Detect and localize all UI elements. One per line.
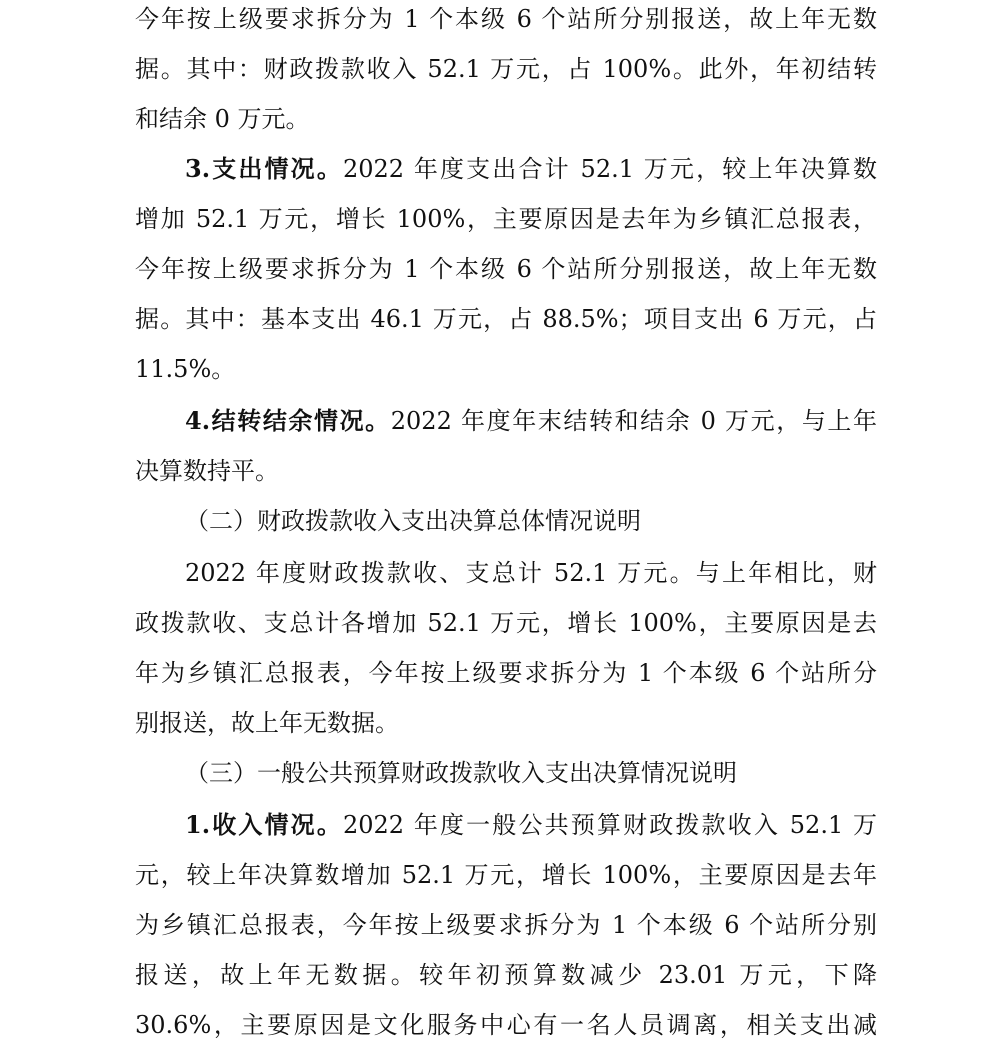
section-heading: （三）一般公共预算财政拨款收入支出决算情况说明 [185, 759, 737, 787]
paragraph-line: 今年按上级要求拆分为 1 个本级 6 个站所分别报送，故上年无数 [135, 255, 877, 283]
paragraph-line: 增加 52.1 万元，增长 100%，主要原因是去年为乡镇汇总报表， [135, 205, 877, 233]
paragraph-line: 和结余 0 万元。 [135, 105, 310, 133]
paragraph-line: 政拨款收、支总计各增加 52.1 万元，增长 100%，主要原因是去 [135, 609, 877, 637]
paragraph-line: 年为乡镇汇总报表，今年按上级要求拆分为 1 个本级 6 个站所分 [135, 659, 877, 687]
paragraph-line: 报送，故上年无数据。较年初预算数减少 23.01 万元，下降 [135, 961, 877, 989]
paragraph-first-line [185, 396, 877, 446]
paragraph-line: 据。其中：财政拨款收入 52.1 万元，占 100%。此外，年初结转 [135, 55, 877, 83]
paragraph-line: 11.5%。 [135, 355, 236, 383]
paragraph-first-line [185, 800, 877, 850]
paragraph-line: 今年按上级要求拆分为 1 个本级 6 个站所分别报送，故上年无数 [135, 5, 877, 33]
paragraph-text: 2022 年度支出合计 52.1 万元，较上年决算数 [342, 155, 877, 183]
paragraph-first-line: 2022 年度财政拨款收、支总计 52.1 万元。与上年相比，财 [185, 559, 877, 587]
paragraph-line: 元，较上年决算数增加 52.1 万元，增长 100%，主要原因是去年 [135, 861, 877, 889]
paragraph-line: 为乡镇汇总报表，今年按上级要求拆分为 1 个本级 6 个站所分别 [135, 911, 877, 939]
paragraph-line: 据。其中：基本支出 46.1 万元，占 88.5%；项目支出 6 万元，占 [135, 305, 877, 333]
paragraph-line: 30.6%，主要原因是文化服务中心有一名人员调离，相关支出减 [135, 1011, 877, 1039]
paragraph-line: 决算数持平。 [135, 457, 279, 485]
section-lead: 1.收入情况。 [185, 810, 343, 839]
paragraph-line: 别报送，故上年无数据。 [135, 709, 399, 737]
paragraph-first-line [185, 144, 877, 194]
section-heading: （二）财政拨款收入支出决算总体情况说明 [185, 507, 641, 535]
paragraph-text: 2022 年度年末结转和结余 0 万元，与上年 [390, 407, 877, 435]
section-lead: 4.结转结余情况。 [185, 406, 391, 435]
paragraph-text: 2022 年度一般公共预算财政拨款收入 52.1 万 [342, 811, 877, 839]
section-lead: 3.支出情况。 [185, 154, 343, 183]
